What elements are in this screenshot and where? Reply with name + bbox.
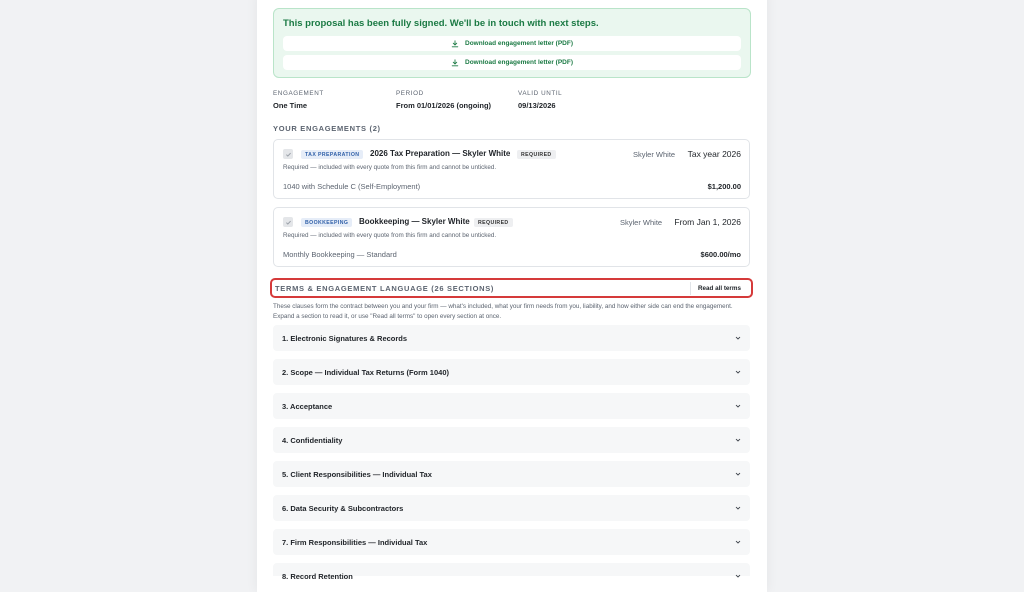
checkmark-icon [285,151,292,158]
engagement-service: 1040 with Schedule C (Self-Employment) [283,182,421,191]
clause-row[interactable] [273,495,750,521]
engagement-price: $600.00/mo [700,250,741,259]
engagement-client: Skyler White [633,150,676,159]
engagement-value: One Time [273,101,308,110]
clause-row[interactable] [273,359,750,385]
engagement-period: From Jan 1, 2026 [674,217,741,227]
download-letter-button[interactable] [283,55,741,70]
clause-title: 2. Scope — Individual Tax Returns (Form 1040) [282,368,449,377]
chevron-down-icon [734,470,742,478]
download-letter-label: Download engagement letter (PDF) [465,40,573,47]
chevron-down-icon [734,504,742,512]
chevron-down-icon [734,436,742,444]
engagement-client: Skyler White [620,218,663,227]
category-tag: TAX PREPARATION [301,150,363,159]
engagement-name: Bookkeeping — Skyler White [359,217,470,226]
checkmark-icon [285,219,292,226]
clause-title: 4. Confidentiality [282,436,343,445]
terms-header [270,278,753,298]
read-all-terms-button[interactable]: Read all terms [690,282,748,295]
clause-title: 3. Acceptance [282,402,333,411]
terms-heading: TERMS & ENGAGEMENT LANGUAGE (26 SECTIONS) [275,284,495,293]
engagement-price: $1,200.00 [707,182,741,191]
clause-title: 7. Firm Responsibilities — Individual Tax [282,538,428,547]
period-value: From 01/01/2026 (ongoing) [396,101,492,110]
valid-until-label: VALID UNTIL [518,90,563,97]
engagement-period: Tax year 2026 [687,149,741,159]
category-tag: BOOKKEEPING [301,218,352,227]
clause-row[interactable] [273,529,750,555]
chevron-down-icon [734,572,742,580]
chevron-down-icon [734,402,742,410]
clause-title: 8. Record Retention [282,572,353,581]
download-letter-button[interactable] [283,36,741,51]
engagement-note: Required — included with every quote from this firm and cannot be unticked. [283,164,497,171]
clause-title: 1. Electronic Signatures & Records [282,334,408,343]
clause-row[interactable] [273,393,750,419]
clause-title: 6. Data Security & Subcontractors [282,504,404,513]
engagement-name: 2026 Tax Preparation — Skyler White [370,149,511,158]
signed-notice [273,8,751,78]
terms-description: These clauses form the contract between you and your firm — what's included, what your firm needs from you, liability, and how either side can end the engagement. Expand a section to read it, or use "Read all terms" to open every section at once. [273,303,733,320]
signed-notice-title: This proposal has been fully signed. We'll be in touch with next steps. [283,18,599,29]
engagement-checkbox[interactable] [283,149,293,159]
engagement-label: ENGAGEMENT [273,90,324,97]
chevron-down-icon [734,538,742,546]
download-letter-label: Download engagement letter (PDF) [465,59,573,66]
clause-row[interactable] [273,325,750,351]
engagement-note: Required — included with every quote from this firm and cannot be unticked. [283,232,497,239]
download-icon [451,59,459,67]
required-badge: REQUIRED [474,218,513,227]
engagement-service: Monthly Bookkeeping — Standard [283,250,397,259]
clause-title: 5. Client Responsibilities — Individual Tax [282,470,432,479]
clause-row[interactable] [273,461,750,487]
engagements-heading: YOUR ENGAGEMENTS (2) [273,124,381,133]
required-badge: REQUIRED [517,150,556,159]
engagement-card [273,139,750,199]
clause-row[interactable] [273,563,750,581]
valid-until-value: 09/13/2026 [518,101,556,110]
engagement-checkbox[interactable] [283,217,293,227]
chevron-down-icon [734,334,742,342]
engagement-card [273,207,750,267]
period-label: PERIOD [396,90,424,97]
download-icon [451,40,459,48]
clause-row[interactable] [273,427,750,453]
chevron-down-icon [734,368,742,376]
